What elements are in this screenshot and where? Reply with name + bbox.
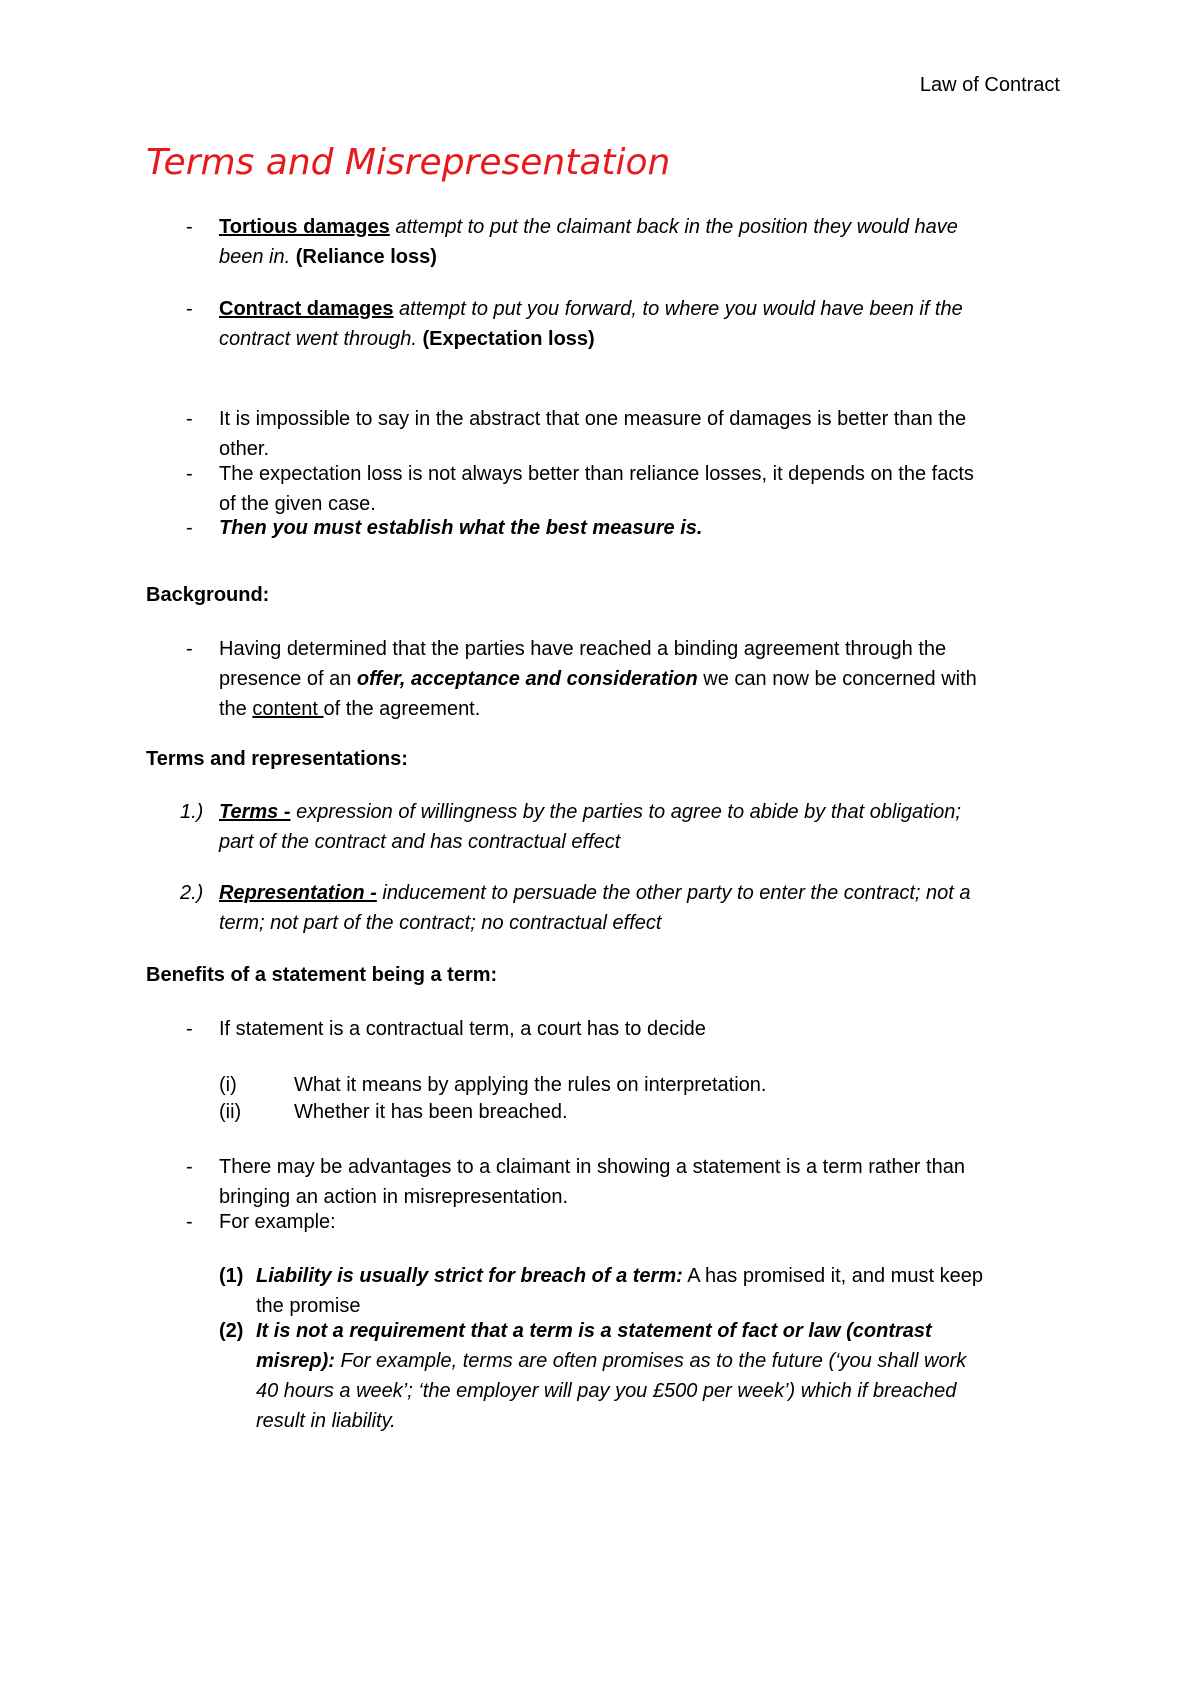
text: Having determined that the parties have reached a binding agreement through the bbox=[219, 638, 947, 660]
text: For example: bbox=[219, 1211, 336, 1233]
text: been in. bbox=[219, 246, 291, 268]
text: we can now be concerned with bbox=[697, 668, 977, 690]
text: 40 hours a week’; ‘the employer will pay you £500 per week’) which if breached bbox=[256, 1380, 957, 1402]
heading-terms-representations: Terms and representations: bbox=[146, 748, 408, 770]
bullet-marker: - bbox=[186, 463, 193, 485]
emphasis-offer-acceptance: offer, acceptance and consideration bbox=[356, 668, 698, 690]
text: result in liability. bbox=[256, 1410, 396, 1432]
text: the promise bbox=[256, 1295, 361, 1317]
text: If statement is a contractual term, a court has to decide bbox=[219, 1018, 706, 1040]
text: expression of willingness by the parties to agree to abide by that obligation; bbox=[290, 801, 961, 823]
emphasis-not-requirement: It is not a requirement that a term is a statement of fact or law (contrast bbox=[256, 1320, 932, 1342]
page-header: Law of Contract bbox=[919, 74, 1060, 96]
text: Whether it has been breached. bbox=[294, 1101, 568, 1123]
term-tortious-damages: Tortious damages bbox=[219, 216, 390, 238]
text: The expectation loss is not always better than reliance losses, it depends on the facts bbox=[219, 463, 974, 485]
label-representation: Representation - bbox=[219, 882, 377, 904]
emphasis-strict-liability: Liability is usually strict for breach of a term: bbox=[256, 1265, 683, 1287]
bullet-marker: - bbox=[186, 1156, 193, 1178]
heading-benefits: Benefits of a statement being a term: bbox=[146, 964, 498, 986]
item-number: (1) bbox=[219, 1265, 244, 1287]
text: There may be advantages to a claimant in showing a statement is a term rather than bbox=[219, 1156, 965, 1178]
text: other. bbox=[219, 438, 270, 460]
bullet-marker: - bbox=[186, 216, 193, 238]
label-terms: Terms - bbox=[219, 801, 291, 823]
text: Then you must establish what the best measure is. bbox=[219, 517, 703, 539]
text: For example, terms are often promises as to the future (‘you shall work bbox=[334, 1350, 967, 1372]
bullet-marker: - bbox=[186, 517, 193, 539]
underlined-content: content bbox=[252, 698, 324, 720]
text: term; not part of the contract; no contractual effect bbox=[219, 912, 662, 934]
bullet-marker: - bbox=[186, 408, 193, 430]
bullet-marker: - bbox=[186, 1211, 193, 1233]
item-number: (i) bbox=[219, 1074, 237, 1096]
text: the bbox=[219, 698, 253, 720]
emphasis-misrep: misrep): bbox=[256, 1350, 335, 1372]
item-number: 1.) bbox=[180, 801, 204, 823]
text: attempt to put you forward, to where you would have been if the bbox=[393, 298, 963, 320]
text: contract went through. bbox=[219, 328, 417, 350]
text: It is impossible to say in the abstract that one measure of damages is better than the bbox=[219, 408, 967, 430]
text: part of the contract and has contractual effect bbox=[219, 831, 621, 853]
item-number: (2) bbox=[219, 1320, 244, 1342]
text: of the agreement. bbox=[323, 698, 481, 720]
bullet-marker: - bbox=[186, 1018, 193, 1040]
text: presence of an bbox=[219, 668, 357, 690]
text: inducement to persuade the other party to enter the contract; not a bbox=[376, 882, 971, 904]
tag-expectation-loss: (Expectation loss) bbox=[416, 328, 595, 350]
bullet-marker: - bbox=[186, 298, 193, 320]
tag-reliance-loss: (Reliance loss) bbox=[290, 246, 437, 268]
bullet-marker: - bbox=[186, 638, 193, 660]
item-number: (ii) bbox=[219, 1101, 242, 1123]
text: of the given case. bbox=[219, 493, 376, 515]
document-title: Terms and Misrepresentation bbox=[146, 142, 671, 183]
text: bringing an action in misrepresentation. bbox=[219, 1186, 569, 1208]
text: A has promised it, and must keep bbox=[682, 1265, 983, 1287]
term-contract-damages: Contract damages bbox=[219, 298, 394, 320]
text: attempt to put the claimant back in the position they would have bbox=[389, 216, 958, 238]
text: What it means by applying the rules on interpretation. bbox=[294, 1074, 767, 1096]
heading-background: Background: bbox=[146, 584, 270, 606]
item-number: 2.) bbox=[180, 882, 204, 904]
